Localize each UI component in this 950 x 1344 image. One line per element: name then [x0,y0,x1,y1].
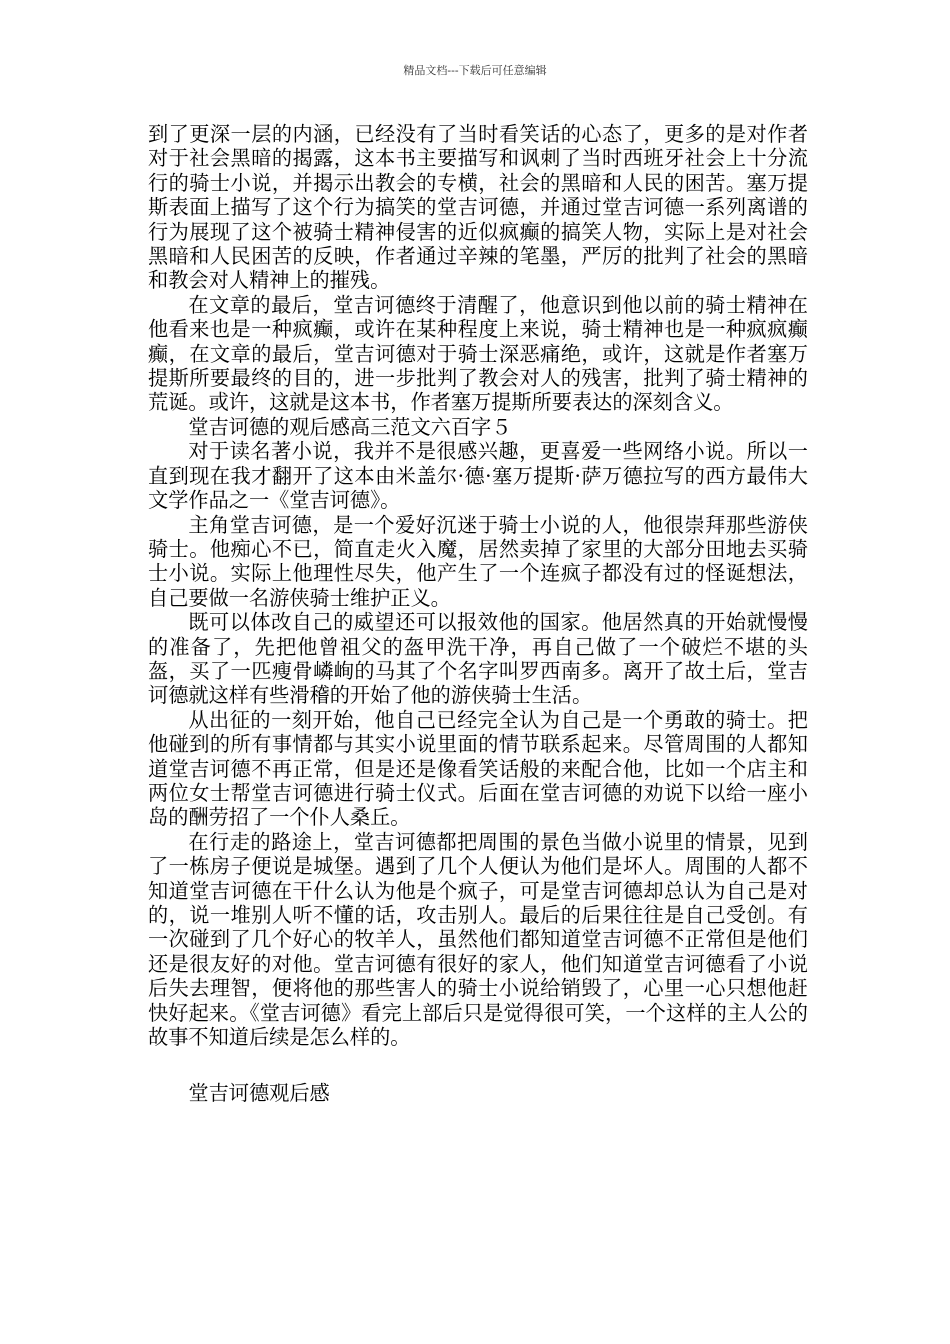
closing-heading: 堂吉诃德观后感 [188,1081,330,1106]
paragraph-4: 主角堂吉诃德，是一个爱好沉迷于骑士小说的人，他很崇拜那些游侠骑士。他痴心不已，简直走火入魔，居然卖掉了家里的大部分田地去买骑士小说。实际上他理性尽失，他产生了一个连疯子都没有过的怪诞想法，自己要做一名游侠骑士维护正义。 [148,512,808,610]
document-body [148,122,808,1106]
paragraph-7: 在行走的路途上，堂吉诃德都把周围的景色当做小说里的情景，见到了一栋房子便说是城堡。遇到了几个人便认为他们是坏人。周围的人都不知道堂吉诃德在干什么认为他是个疯子，可是堂吉诃德却总认为自己是对的，说一堆别人听不懂的话，攻击别人。最后的后果往往是自己受创。有一次碰到了几个好心的牧羊人，虽然他们都知道堂吉诃德不正常但是他们还是很友好的对他。堂吉诃德有很好的家人，他们知道堂吉诃德看了小说后失去理智，便将他的那些害人的骑士小说给销毁了，心里一心只想他赶快好起来。《堂吉诃德》看完上部后只是觉得很可笑，一个这样的主人公的故事不知道后续是怎么样的。 [148,829,808,1050]
paragraph-1: 到了更深一层的内涵，已经没有了当时看笑话的心态了，更多的是对作者对于社会黑暗的揭露，这本书主要描写和讽刺了当时西班牙社会上十分流行的骑士小说，并揭示出教会的专横，社会的黑暗和人民的困苦。塞万提斯表面上描写了这个行为搞笑的堂吉诃德，并通过堂吉诃德一系列离谱的行为展现了这个被骑士精神侵害的近似疯癫的搞笑人物，实际上是对社会黑暗和人民困苦的反映，作者通过辛辣的笔墨，严厉的批判了社会的黑暗和教会对人精神上的摧残。 [148,122,808,293]
paragraph-2: 在文章的最后，堂吉诃德终于清醒了，他意识到他以前的骑士精神在他看来也是一种疯癫，或许在某种程度上来说，骑士精神也是一种疯疯癫癫，在文章的最后，堂吉诃德对于骑士深恶痛绝，或许，这就是作者塞万提斯所要最终的目的，进一步批判了教会对人的残害，批判了骑士精神的荒诞。或许，这就是这本书，作者塞万提斯所要表达的深刻含义。 [148,292,808,415]
paragraph-3: 对于读名著小说，我并不是很感兴趣，更喜爱一些网络小说。所以一直到现在我才翻开了这本由米盖尔·德·塞万提斯·萨万德拉写的西方最伟大文学作品之一《堂吉诃德》。 [148,439,808,513]
paragraph-5: 既可以体改自己的威望还可以报效他的国家。他居然真的开始就慢慢的准备了，先把他曾祖父的盔甲洗干净，再自己做了一个破烂不堪的头盔，买了一匹瘦骨嶙峋的马其了个名字叫罗西南多。离开了故土后，堂吉诃德就这样有些滑稽的开始了他的游侠骑士生活。 [148,610,808,708]
paragraph-6: 从出征的一刻开始，他自己已经完全认为自己是一个勇敢的骑士。把他碰到的所有事情都与其实小说里面的情节联系起来。尽管周围的人都知道堂吉诃德不再正常，但是还是像看笑话般的来配合他，比如一个店主和两位女士帮堂吉诃德进行骑士仪式。后面在堂吉诃德的劝说下以给一座小岛的酬劳招了一个仆人桑丘。 [148,707,808,830]
page-header: 精品文档---下载后可任意编辑 [403,64,547,77]
section-title: 堂吉诃德的观后感高三范文六百字５ [188,414,512,439]
paragraph-gap [148,1049,808,1081]
